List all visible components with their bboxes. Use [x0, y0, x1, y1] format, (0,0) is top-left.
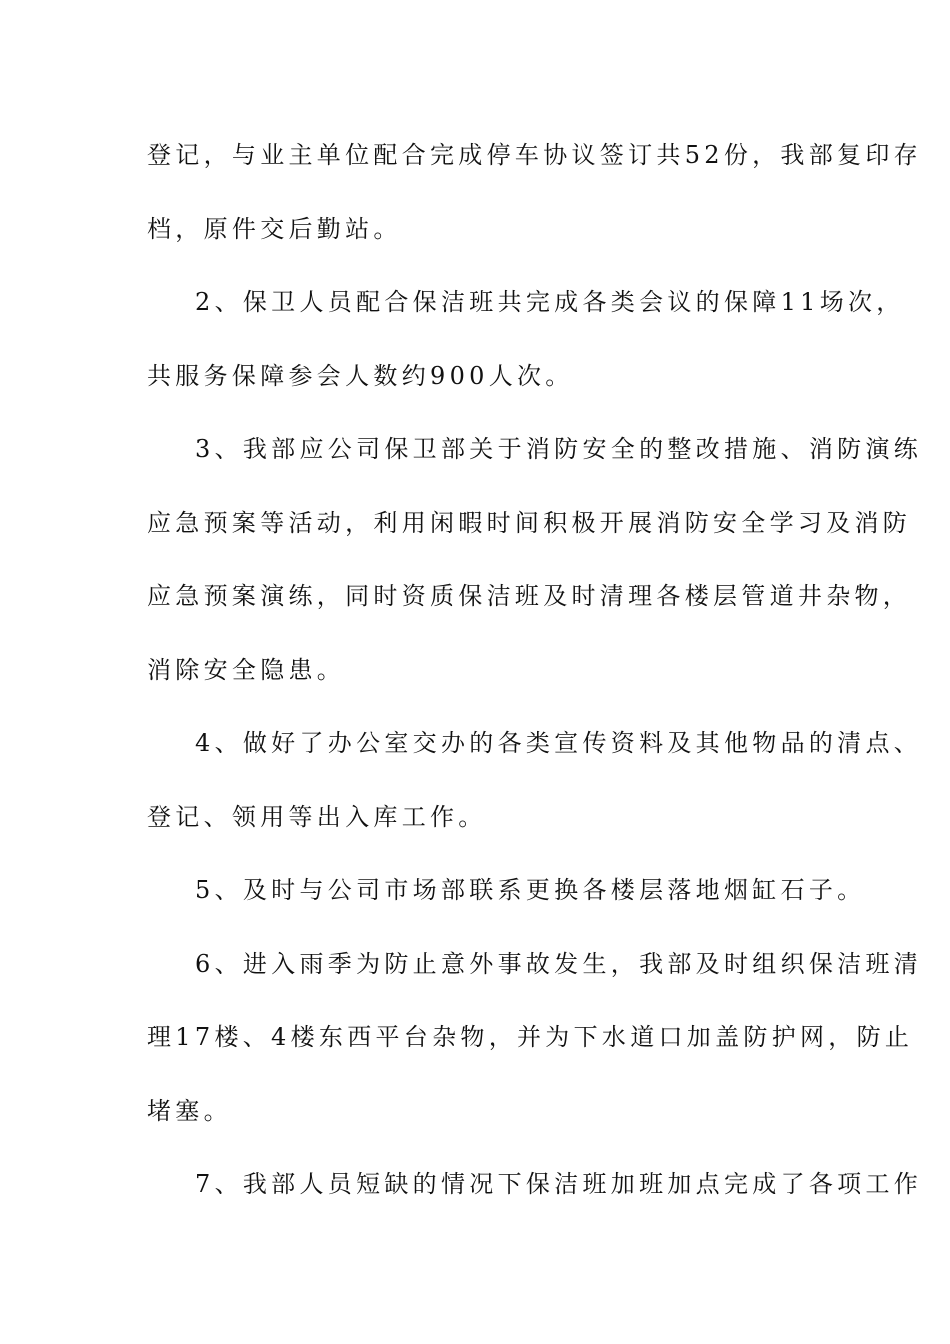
- paragraph-3-line-4: 消除安全隐患。: [147, 655, 346, 684]
- paragraph-3-line-2: 应急预案等活动，利用闲暇时间积极开展消防安全学习及消防: [147, 508, 912, 537]
- paragraph-4-line-2: 登记、领用等出入库工作。: [147, 802, 487, 831]
- paragraph-1-line-1: 登记，与业主单位配合完成停车协议签订共52份，我部复印存: [147, 141, 922, 169]
- paragraph-7-line-1: 7、我部人员短缺的情况下保洁班加班加点完成了各项工作: [195, 1170, 923, 1198]
- paragraph-5-line-1: 5、及时与公司市场部联系更换各楼层落地烟缸石子。: [195, 876, 866, 904]
- paragraph-2-line-2: 共服务保障参会人数约900人次。: [147, 361, 574, 390]
- document-body: [147, 126, 923, 1229]
- paragraph-2-line-1: 2、保卫人员配合保洁班共完成各类会议的保障11场次，: [195, 288, 905, 316]
- paragraph-6-line-2: 理17楼、4楼东西平台杂物，并为下水道口加盖防护网，防止: [147, 1023, 914, 1051]
- paragraph-3-line-3: 应急预案演练，同时资质保洁班及时清理各楼层管道井杂物，: [147, 582, 912, 610]
- paragraph-6-line-1: 6、进入雨季为防止意外事故发生，我部及时组织保洁班清: [195, 949, 923, 978]
- paragraph-4-line-1: 4、做好了办公室交办的各类宣传资料及其他物品的清点、: [195, 729, 923, 757]
- paragraph-1-line-2: 档，原件交后勤站。: [147, 214, 402, 243]
- paragraph-3-line-1: 3、我部应公司保卫部关于消防安全的整改措施、消防演练: [195, 435, 923, 463]
- paragraph-6-line-3: 堵塞。: [147, 1096, 232, 1125]
